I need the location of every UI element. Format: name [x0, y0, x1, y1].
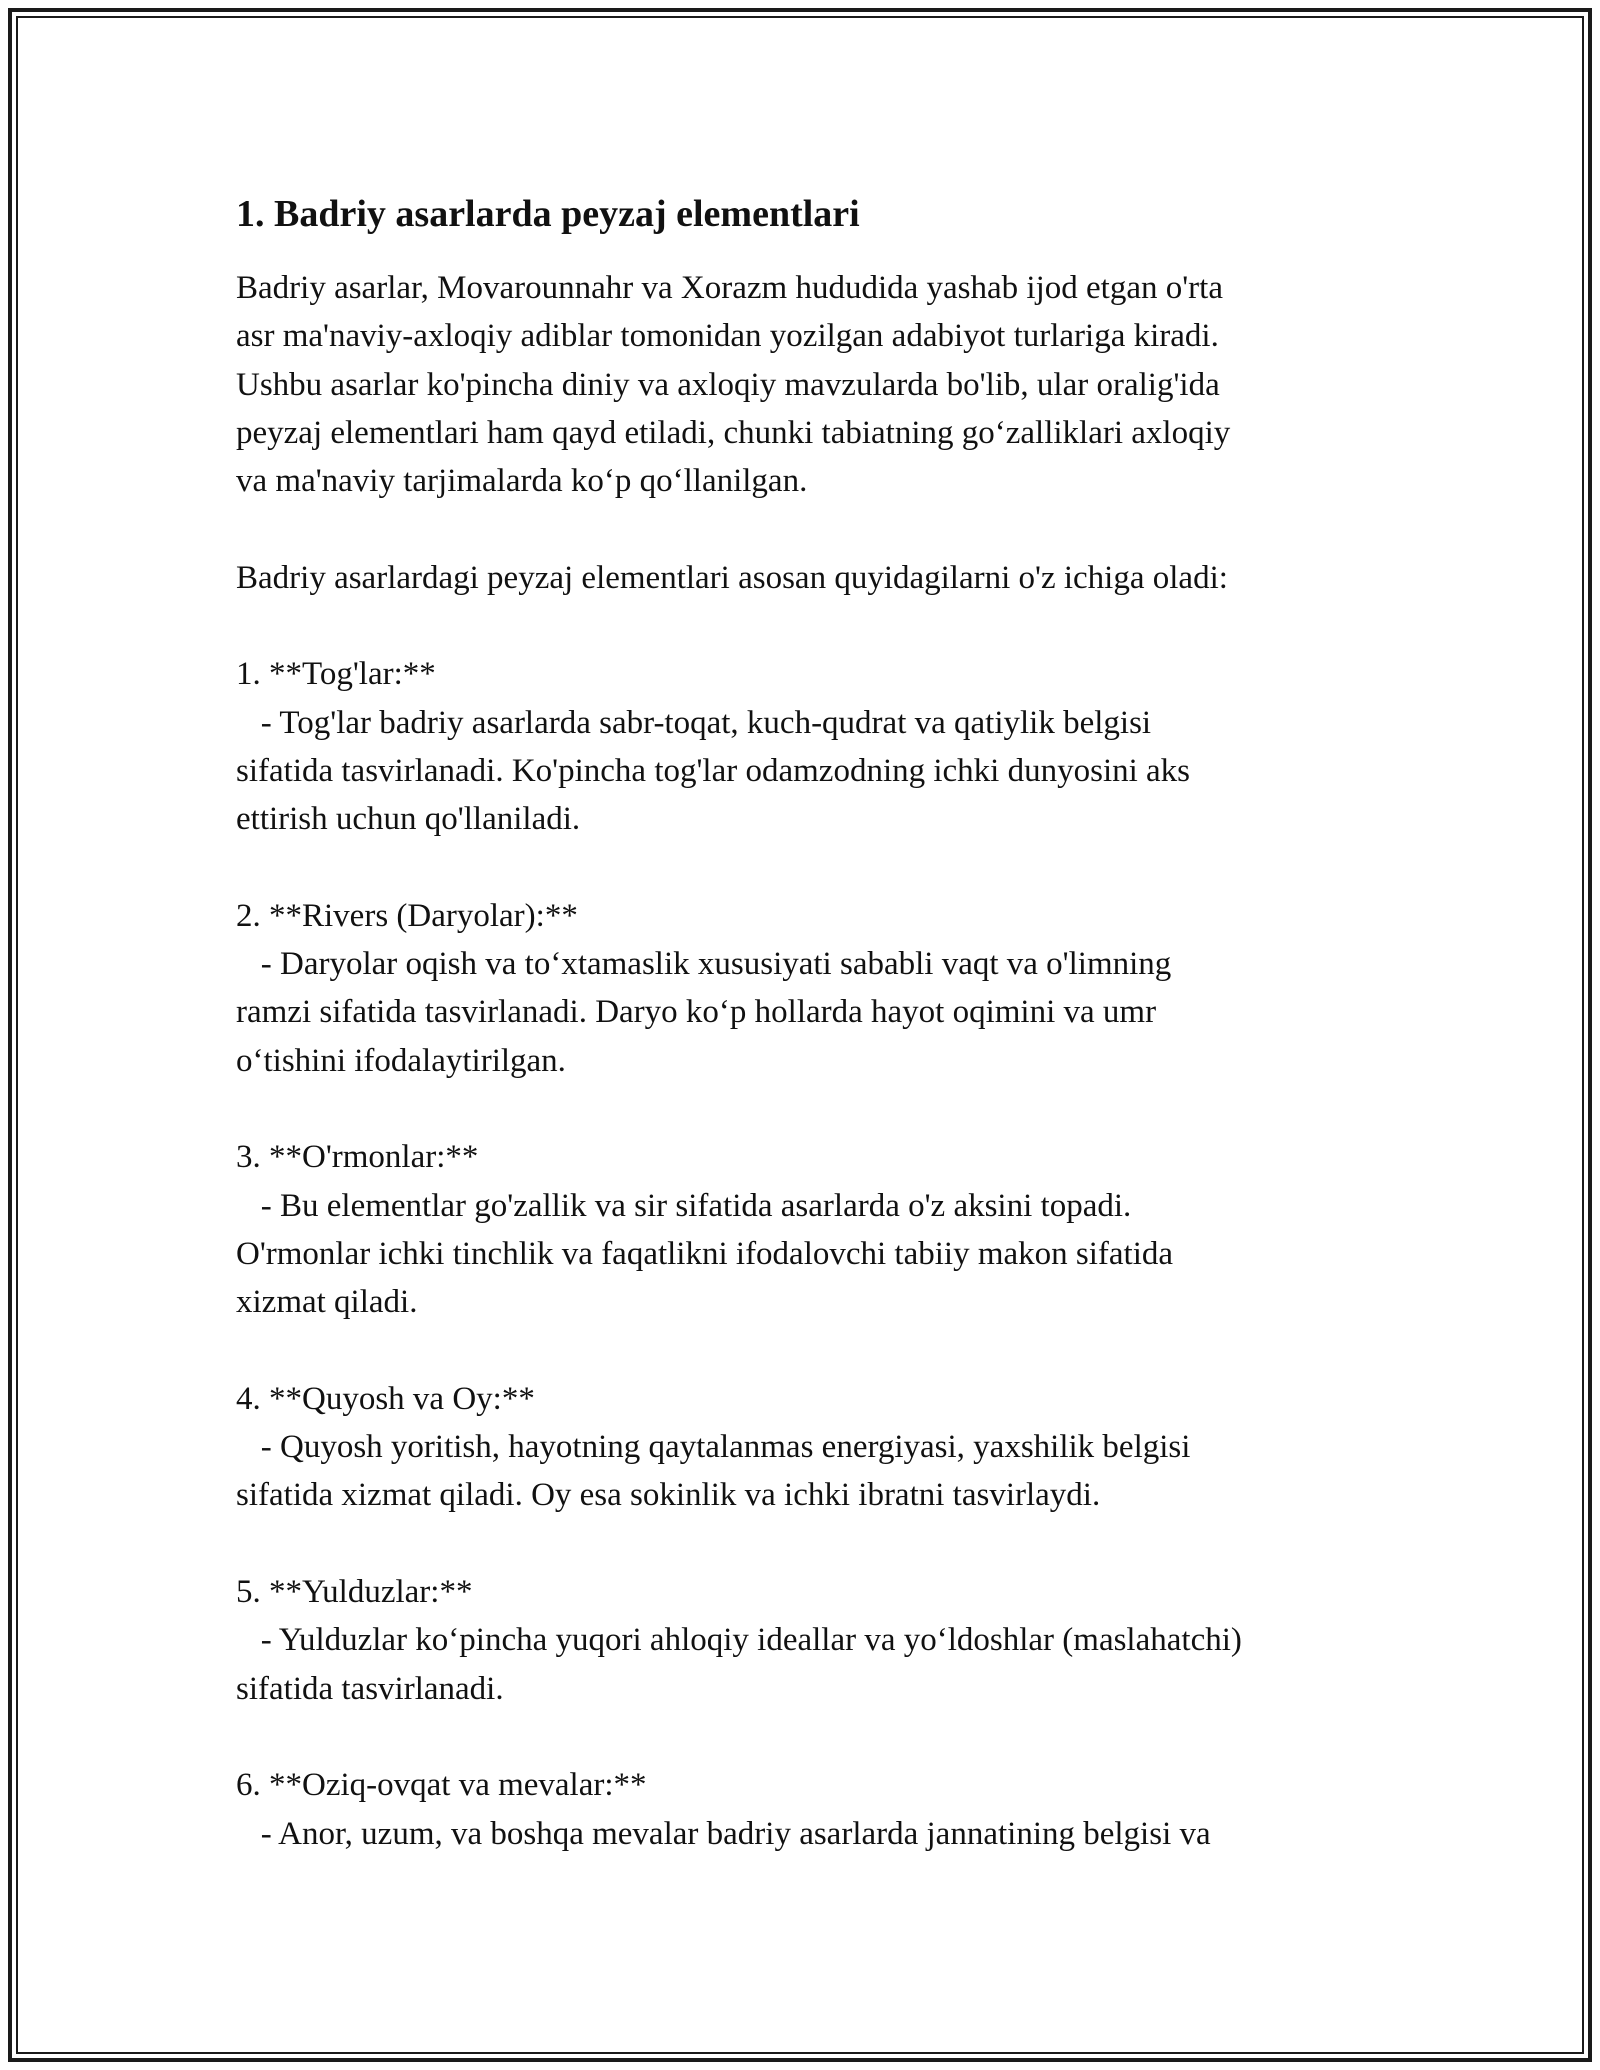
list-item-sun-moon — [236, 1375, 1376, 1520]
text-line: ramzi sifatida tasvirlanadi. Daryo ko‘p hollarda hayot oqimini va umr — [236, 994, 1157, 1031]
text-line: - Tog'lar badriy asarlarda sabr-toqat, kuch-qudrat va qatiylik belgisi — [236, 704, 1152, 741]
intro-paragraph — [236, 264, 1376, 505]
paragraph-gap — [236, 844, 1376, 892]
text-line: - Quyosh yoritish, hayotning qaytalanmas energiyasi, yaxshilik belgisi — [236, 1429, 1191, 1466]
text-line: xizmat qiladi. — [236, 1284, 418, 1321]
text-line: o‘tishini ifodalaytirilgan. — [236, 1042, 566, 1079]
list-item-title: 2. **Rivers (Daryolar):** — [236, 897, 578, 934]
list-item-forests — [236, 1133, 1376, 1326]
paragraph-gap — [236, 1327, 1376, 1375]
paragraph-gap — [236, 1713, 1376, 1761]
paragraph-gap — [236, 1085, 1376, 1133]
text-line: O'rmonlar ichki tinchlik va faqatlikni ifodalovchi tabiiy makon sifatida — [236, 1235, 1174, 1272]
text-line: - Daryolar oqish va to‘xtamaslik xususiyati sababli vaqt va o'limning — [236, 946, 1172, 983]
text-line: - Yulduzlar ko‘pincha yuqori ahloqiy ideallar va yo‘ldoshlar (maslahatchi) — [236, 1622, 1242, 1659]
list-item-title: 5. **Yulduzlar:** — [236, 1574, 473, 1611]
text-line: Badriy asarlar, Movarounnahr va Xorazm hududida yashab ijod etgan o'rta — [236, 270, 1223, 306]
list-item-title: 3. **O'rmonlar:** — [236, 1139, 479, 1176]
paragraph-gap — [236, 602, 1376, 650]
list-intro: Badriy asarlardagi peyzaj elementlari asosan quyidagilarni o'z ichiga oladi: — [236, 559, 1228, 596]
paragraph-gap — [236, 1520, 1376, 1568]
section-heading: 1. Badriy asarlarda peyzaj elementlari — [236, 193, 860, 235]
text-line: sifatida tasvirlanadi. Ko'pincha tog'lar odamzodning ichki dunyosini aks — [236, 752, 1191, 789]
paragraph-gap — [236, 505, 1376, 553]
text-line: asr ma'naviy-axloqiy adiblar tomonidan yozilgan adabiyot turlariga kiradi. — [236, 318, 1219, 355]
list-item-mountains — [236, 650, 1376, 843]
list-item-rivers — [236, 892, 1376, 1085]
list-item-title: 4. **Quyosh va Oy:** — [236, 1380, 535, 1417]
text-line: Ushbu asarlar ko'pincha diniy va axloqiy mavzularda bo'lib, ular oralig'ida — [236, 366, 1220, 403]
text-line: sifatida tasvirlanadi. — [236, 1670, 504, 1707]
text-line: sifatida xizmat qiladi. Oy esa sokinlik va ichki ibratni tasvirlaydi. — [236, 1477, 1101, 1514]
list-item-title: 1. **Tog'lar:** — [236, 656, 436, 693]
list-item-stars — [236, 1568, 1376, 1713]
document-body — [236, 190, 1376, 1858]
text-line: - Anor, uzum, va boshqa mevalar badriy asarlarda jannatining belgisi va — [236, 1815, 1211, 1852]
text-line: ettirish uchun qo'llaniladi. — [236, 801, 581, 838]
list-item-title: 6. **Oziq-ovqat va mevalar:** — [236, 1767, 647, 1804]
text-line: va ma'naviy tarjimalarda ko‘p qo‘llanilgan. — [236, 463, 808, 500]
list-item-food-fruits — [236, 1761, 1376, 1858]
text-line: peyzaj elementlari ham qayd etiladi, chunki tabiatning go‘zalliklari axloqiy — [236, 414, 1231, 451]
text-line: - Bu elementlar go'zallik va sir sifatida asarlarda o'z aksini topadi. — [236, 1187, 1132, 1224]
